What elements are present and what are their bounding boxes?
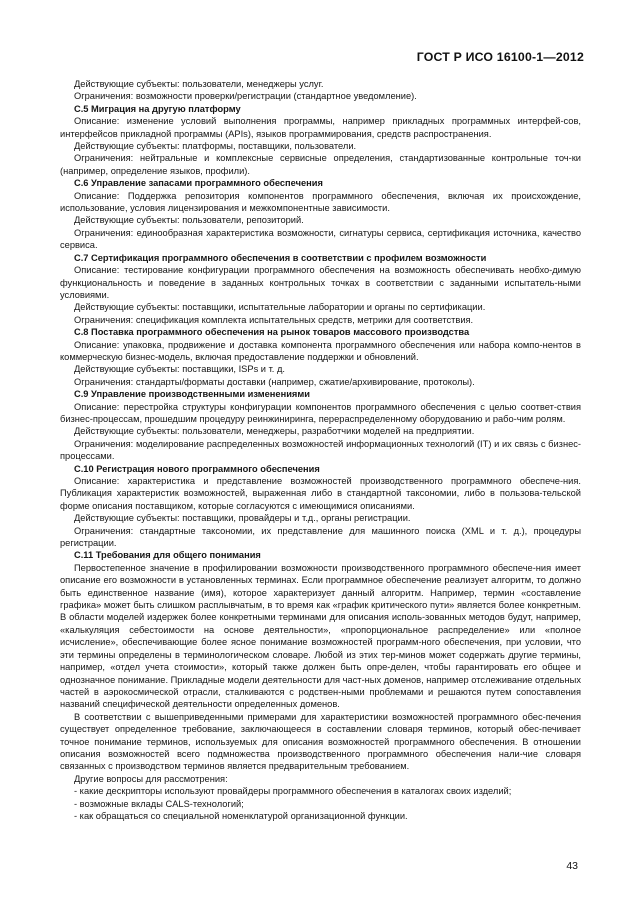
paragraph: Ограничения: единообразная характеристика возможности, сигнатуры сервиса, сертификация источника, качество сервиса. xyxy=(60,227,581,251)
paragraph: Действующие субъекты: пользователи, менеджеры, разработчики моделей на предприятии. xyxy=(74,426,475,437)
paragraph: Описание: Поддержка репозитория компонентов программного обеспечения, включая их происхождение, использование, условия лицензирования и межкомпонентные зависимости. xyxy=(60,190,581,214)
document-body xyxy=(60,78,581,822)
paragraph: В соответствии с вышеприведенными примерами для характеристики возможностей программного обес-печения существует определенное требование, заключающееся в составлении словаря терминов, который обес-печивает точное понимание терминов, используемых для описания возможностей программного обеспечения. В отношении описания возможностей всего подмножества производственного программного обеспечения нали-чие словаря связанных с производством терминов является предварительным требованием. xyxy=(60,711,581,772)
section-heading: С.5 Миграция на другую платформу xyxy=(74,103,241,114)
list-item: - как обращаться со специальной номенклатурой организационной функции. xyxy=(74,810,408,821)
paragraph: Действующие субъекты: пользователи, репозиторий. xyxy=(74,215,304,226)
paragraph: Описание: перестройка структуры конфигурации компонентов программного обеспечения с целью соответ-ствия бизнес-процессам, прошедшим процедуру реинжиниринга, перераспределенному оборудованию и рабо-чим ролям. xyxy=(60,401,581,424)
list-item: - возможные вклады CALS-технологий; xyxy=(74,798,244,809)
paragraph: Ограничения: стандарты/форматы доставки (например, сжатие/архивирование, протоколы). xyxy=(74,376,475,387)
page-number: 43 xyxy=(566,860,578,872)
paragraph: Описание: характеристика и представление возможностей производственного программного обеспече-ния. Публикация характеристик возможностей, выраженная либо в стандартной таксономии, либо в пользова-тельской форме описания поставщиком, которые согласуются с имеющимися описаниями. xyxy=(60,476,581,511)
paragraph: Действующие субъекты: поставщики, ISPs и т. д. xyxy=(74,364,285,375)
paragraph: Первостепенное значение в профилировании возможности производственного программного обеспече-ния имеет описание его возможности в установленных терминах. Если программное обеспечение реализует алгоритм, то должно быть единственное название (имя), которое характеризует данный алгоритм. Например, термин «составление графика» может быть слишком расплывчатым, в то время как «график критического пути» является более конкретным. В области моделей издержек более конкретными терминами для описания исполь-зованных методов будут, например, «калькуляция себестоимости на основе деятельности», «пропорциональное распределение» или «полное исчисление», обеспечивающие более ясное понимание возможностей программ-ного обеспечения, при условии, что эти термины определены в терминологическом словаре. Любой из этих тер-минов может содержать другие термины, например, «отдел учета стоимости», который также должен быть опре-делен, чтобы гарантировать его общее и однозначное понимание. Прикладные модели деятельности для част-ных доменов, например отслеживание отдельных частей в аэрокосмической отрасли, сталкиваются с родствен-ными проблемами и решаются путем сопоставления названий специфической деятельности определенных доменов. xyxy=(60,562,581,710)
paragraph: Действующие субъекты: поставщики, испытательные лаборатории и органы по сертификации. xyxy=(74,302,486,313)
section-heading: С.11 Требования для общего понимания xyxy=(74,550,261,561)
paragraph: Действующие субъекты: платформы, поставщики, пользователи. xyxy=(74,141,357,152)
section-heading: С.6 Управление запасами программного обеспечения xyxy=(74,178,323,189)
paragraph: Описание: изменение условий выполнения программы, например прикладных программных интерфей-сов, интерфейсов прикладной программы (APIs), языков программирования, средств распространения. xyxy=(60,116,581,139)
document-header: ГОСТ Р ИСО 16100-1—2012 xyxy=(416,50,584,64)
paragraph: Ограничения: стандартные таксономии, их представление для машинного поиска (XML и т. д.), процедуры регистрации. xyxy=(60,525,581,549)
paragraph: Описание: тестирование конфигурации программного обеспечения на возможность обеспечивать необхо-димую функциональность и поведение в заданных контрольных точках в соответствии с заданными испытатель-ными условиями. xyxy=(60,265,581,300)
paragraph: Ограничения: возможности проверки/регистрации (стандартное уведомление). xyxy=(74,91,417,102)
paragraph: Описание: упаковка, продвижение и доставка компонента программного обеспечения или набора компо-нентов в коммерческую бизнес-модель, включая предоставление поддержки и обновлений. xyxy=(60,339,581,362)
paragraph: Ограничения: нейтральные и комплексные сервисные определения, стандартизованные контрольные точ-ки (например, определение языков, профили). xyxy=(60,153,581,176)
paragraph: Действующие субъекты: поставщики, провайдеры и т.д., органы регистрации. xyxy=(74,513,411,524)
section-heading: С.10 Регистрация нового программного обеспечения xyxy=(74,463,320,474)
paragraph: Ограничения: спецификация комплекта испытательных средств, метрики для соответствия. xyxy=(74,314,474,325)
section-heading: С.9 Управление производственными изменениями xyxy=(74,389,310,400)
section-heading: С.8 Поставка программного обеспечения на рынок товаров массового производства xyxy=(74,327,470,338)
paragraph: Другие вопросы для рассмотрения: xyxy=(74,773,228,784)
paragraph: Действующие субъекты: пользователи, менеджеры услуг. xyxy=(74,79,324,89)
section-heading: С.7 Сертификация программного обеспечения в соответствии с профилем возможности xyxy=(74,252,487,263)
list-item: - какие дескрипторы используют провайдеры программного обеспечения в каталогах своих изделий; xyxy=(74,786,512,797)
paragraph: Ограничения: моделирование распределенных возможностей информационных технологий (IT) и их связь с бизнес-процессами. xyxy=(60,438,581,462)
